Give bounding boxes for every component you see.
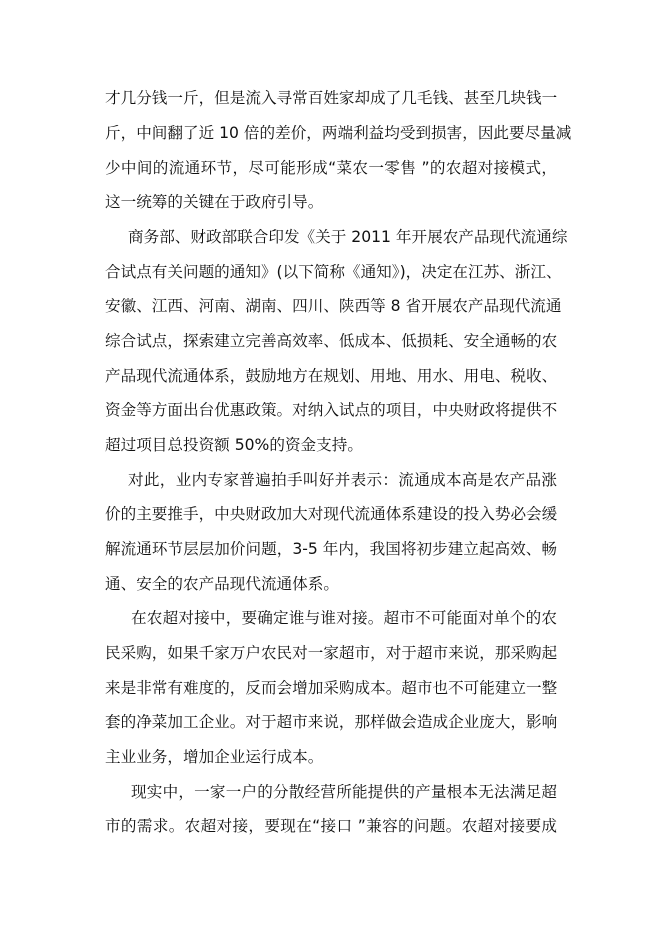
- text-line: 商务部、财政部联合印发《关于 2011 年开展农产品现代流通综: [128, 228, 568, 246]
- text-line: 超过项目总投资额 50%的资金支持。: [105, 436, 363, 454]
- text-line: 少中间的流通环节，尽可能形成“菜农一零售 ”的农超对接模式，: [105, 159, 557, 177]
- text-line: 这一统筹的关键在于政府引导。: [105, 193, 324, 211]
- text-line: 综合试点，探索建立完善高效率、低成本、低损耗、安全通畅的农: [105, 332, 558, 350]
- text-line: 在农超对接中，要确定谁与谁对接。超市不可能面对单个的农: [131, 609, 557, 627]
- text-line: 套的净菜加工企业。对于超市来说，那样做会造成企业庞大，影响: [105, 713, 558, 731]
- text-line: 来是非常有难度的，反而会增加采购成本。超市也不可能建立一整: [105, 679, 558, 697]
- text-line: 市的需求。农超对接，要现在“接口 ”兼容的问题。农超对接要成: [105, 817, 557, 835]
- text-line: 安徽、江西、河南、湖南、四川、陕西等 8 省开展农产品现代流通: [105, 297, 562, 315]
- text-line: 产品现代流通体系，鼓励地方在规划、用地、用水、用电、税收、: [105, 367, 558, 385]
- text-line: 资金等方面出台优惠政策。对纳入试点的项目，中央财政将提供不: [105, 401, 558, 419]
- text-line: 才几分钱一斤，但是流入寻常百姓家却成了几毛钱、甚至几块钱一: [105, 89, 558, 107]
- text-line: 价的主要推手，中央财政加大对现代流通体系建设的投入势必会缓: [105, 505, 558, 523]
- text-line: 现实中，一家一户的分散经营所能提供的产量根本无法满足超: [131, 783, 557, 801]
- text-line: 斤，中间翻了近 10 倍的差价，两端利益均受到损害，因此要尽量减: [105, 124, 572, 142]
- text-line: 对此，业内专家普遍拍手叫好并表示：流通成本高是农产品涨: [128, 471, 557, 489]
- text-line: 通、安全的农产品现代流通体系。: [105, 575, 339, 593]
- text-line: 解流通环节层层加价问题，3-5 年内，我国将初步建立起高效、畅: [105, 540, 557, 558]
- text-line: 主业业务，增加企业运行成本。: [105, 748, 324, 766]
- text-line: 民采购，如果千家万户农民对一家超市，对于超市来说，那采购起: [105, 644, 558, 662]
- text-line: 合试点有关问题的通知》(以下简称《通知》)，决定在江苏、浙江、: [105, 263, 562, 281]
